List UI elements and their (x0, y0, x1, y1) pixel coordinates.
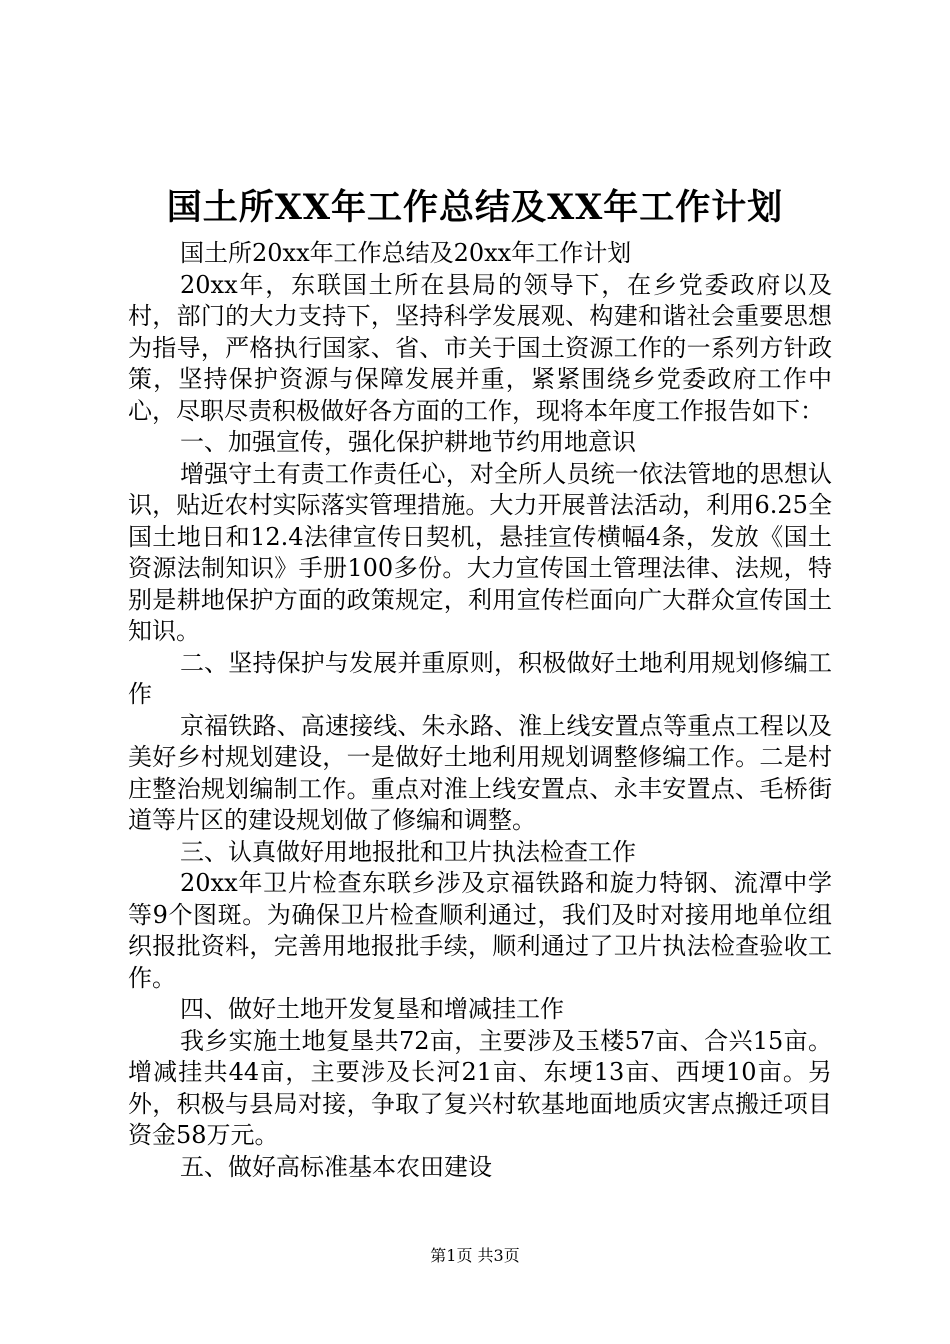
paragraph-section-3: 20xx年卫片检查东联乡涉及京福铁路和旋力特钢、流潭中学等9个图斑。为确保卫片检查顺利通过，我们及时对接用地单位组织报批资料，完善用地报批手续，顺利通过了卫片执法检查验收工作。 (128, 869, 832, 992)
section-heading-2: 二、坚持保护与发展并重原则，积极做好土地利用规划修编工作 (128, 648, 832, 708)
paragraph-intro: 20xx年，东联国土所在县局的领导下，在乡党委政府以及村，部门的大力支持下，坚持科学发展观、构建和谐社会重要思想为指导，严格执行国家、省、市关于国土资源工作的一系列方针政策，坚持保护资源与保障发展并重，紧紧围绕乡党委政府工作中心，尽职尽责积极做好各方面的工作，现将本年度工作报告如下： (128, 270, 832, 425)
section-heading-4: 四、做好土地开发复垦和增减挂工作 (180, 995, 564, 1023)
paragraph-subtitle: 国土所20xx年工作总结及20xx年工作计划 (180, 239, 632, 267)
document-title: 国土所XX年工作总结及XX年工作计划 (166, 187, 784, 228)
document-body (128, 238, 832, 1183)
paragraph-section-2: 京福铁路、高速接线、朱永路、淮上线安置点等重点工程以及美好乡村规划建设，一是做好土地利用规划调整修编工作。二是村庄整治规划编制工作。重点对淮上线安置点、永丰安置点、毛桥街道等片区的建设规划做了修编和调整。 (128, 711, 832, 834)
section-heading-3: 三、认真做好用地报批和卫片执法检查工作 (180, 837, 636, 866)
section-heading-1: 一、加强宣传，强化保护耕地节约用地意识 (180, 428, 636, 456)
paragraph-section-1: 增强守土有责工作责任心，对全所人员统一依法管地的思想认识，贴近农村实际落实管理措施。大力开展普法活动，利用6.25全国土地日和12.4法律宣传日契机，悬挂宣传横幅4条，发放《国土资源法制知识》手册100多份。大力宣传国土管理法律、法规，特别是耕地保护方面的政策规定，利用宣传栏面向广大群众宣传国土知识。 (128, 459, 832, 645)
paragraph-section-4: 我乡实施土地复垦共72亩，主要涉及玉楼57亩、合兴15亩。增减挂共44亩，主要涉及长河21亩、东埂13亩、西埂10亩。另外，积极与县局对接，争取了复兴村软基地面地质灾害点搬迁项目资金58万元。 (128, 1026, 832, 1149)
page-footer: 第1页 共3页 (430, 1246, 520, 1265)
section-heading-5: 五、做好高标准基本农田建设 (180, 1152, 492, 1181)
